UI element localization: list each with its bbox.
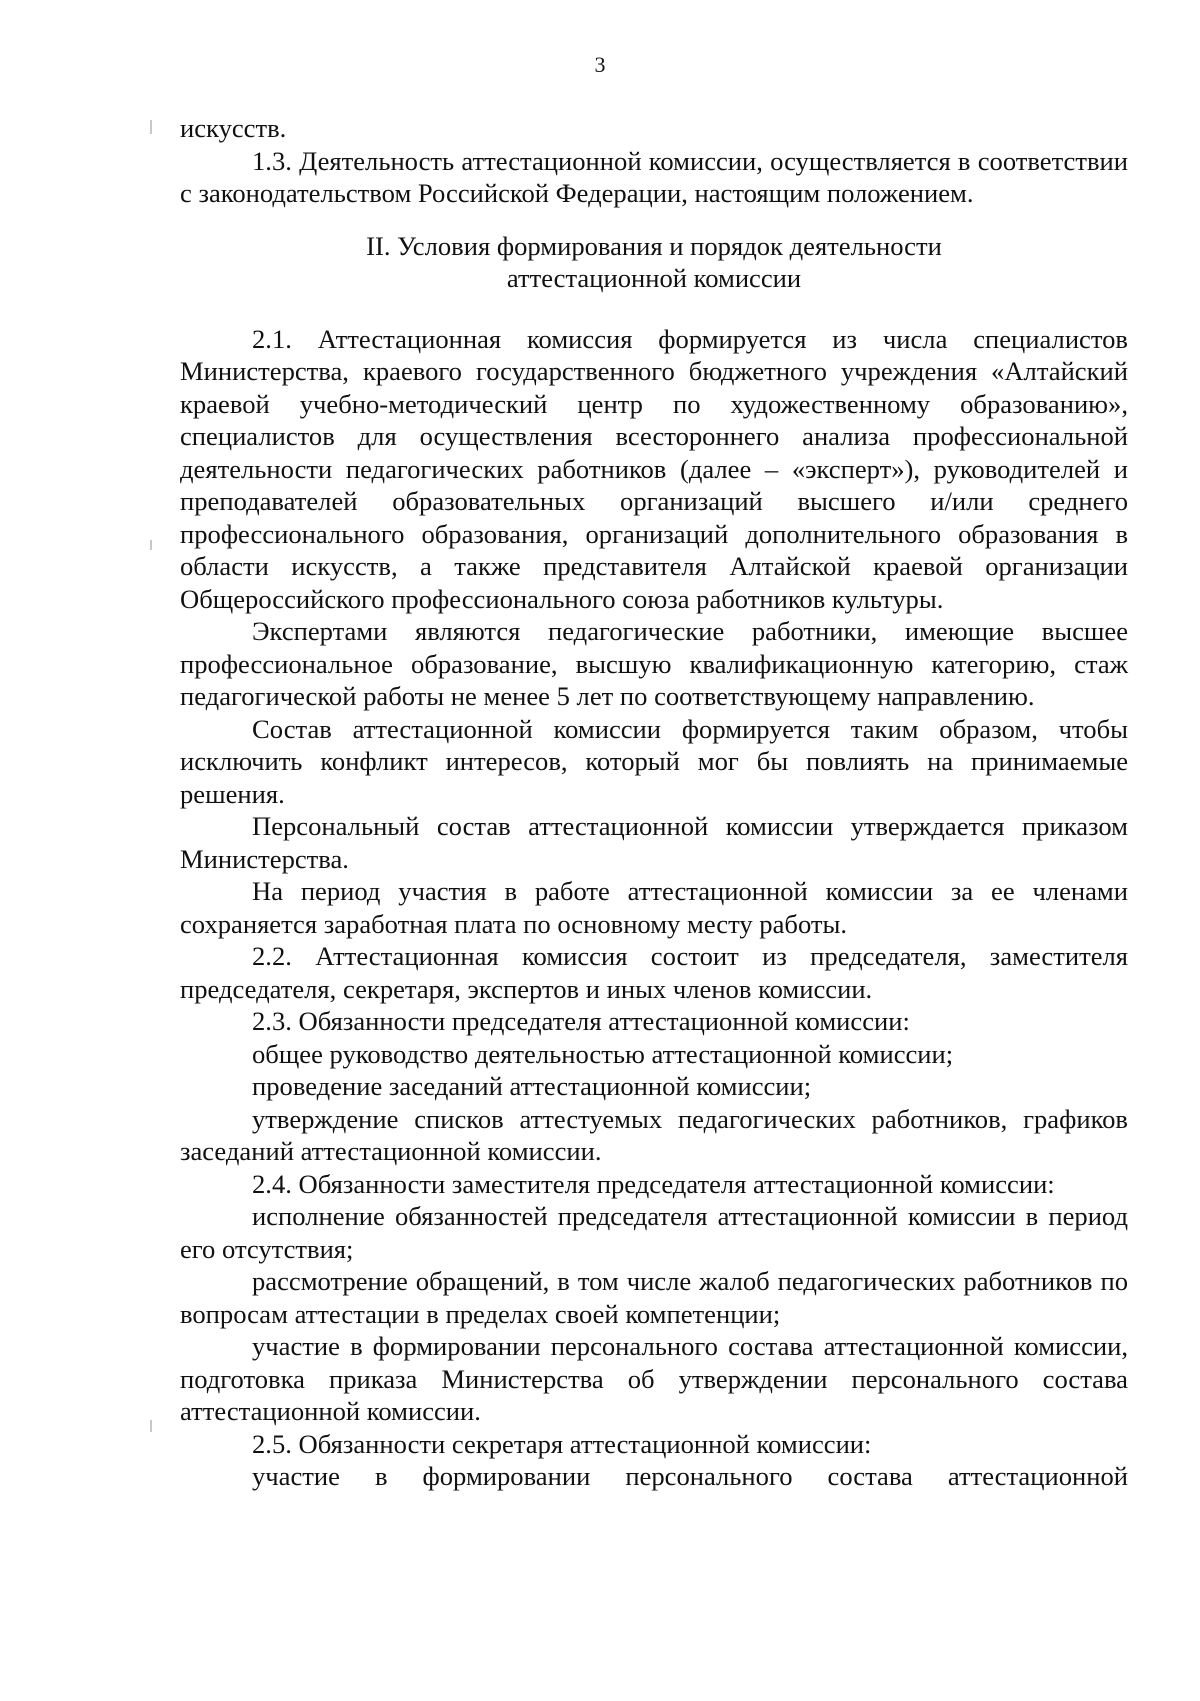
scan-artifact	[150, 120, 152, 134]
paragraph: 2.1. Аттестационная комиссия формируется из числа специалистов Министерства, краевого государственного бюджетного учреждения «Алтайский краевой учебно-методический центр по художественному образованию», специалистов для осуществления всестороннего анализа профессиональной деятельности педагогических работников (далее – «эксперт»), руководителей и преподавателей образовательных организаций высшего и/или среднего профессионального образования, организаций дополнительного образования в области искусств, а также представителя Алтайской краевой организации Общероссийского профессионального союза работников культуры.	[180, 323, 1128, 614]
document-body	[180, 112, 1128, 1493]
section-heading-line: аттестационной комиссии	[506, 263, 802, 293]
scan-artifact	[150, 1420, 152, 1432]
paragraph: 2.5. Обязанности секретаря аттестационной комиссии:	[252, 1428, 872, 1459]
page-number: 3	[594, 52, 606, 77]
list-item: исполнение обязанностей председателя аттестационной комиссии в период его отсутствия;	[180, 1201, 1128, 1264]
paragraph: 2.2. Аттестационная комиссия состоит из председателя, заместителя председателя, секретаря, экспертов и иных членов комиссии.	[180, 941, 1128, 1004]
paragraph: 1.3. Деятельность аттестационной комиссии, осуществляется в соответствии с законодательством Российской Федерации, настоящим положением.	[180, 145, 1128, 208]
list-item: утверждение списков аттестуемых педагогических работников, графиков заседаний аттестационной комиссии.	[180, 1103, 1128, 1166]
section-heading-line: II. Условия формирования и порядок деятельности	[366, 230, 942, 261]
list-item: рассмотрение обращений, в том числе жалоб педагогических работников по вопросам аттестации в пределах своей компетенции;	[180, 1266, 1128, 1329]
section-heading	[180, 230, 1128, 295]
paragraph: На период участия в работе аттестационной комиссии за ее членами сохраняется заработная плата по основному месту работы.	[180, 876, 1128, 939]
list-item: общее руководство деятельностью аттестационной комиссии;	[252, 1038, 954, 1069]
scan-artifact	[150, 540, 152, 550]
list-item: участие в формировании персонального состава аттестационной	[252, 1461, 1128, 1491]
list-item: проведение заседаний аттестационной комиссии;	[252, 1071, 812, 1101]
list-item: участие в формировании персонального состава аттестационной комиссии, подготовка приказа Министерства об утверждении персонального состава аттестационной комиссии.	[180, 1331, 1128, 1426]
paragraph: 2.3. Обязанности председателя аттестационной комиссии:	[252, 1006, 910, 1036]
paragraph: Персональный состав аттестационной комиссии утверждается приказом Министерства.	[180, 811, 1128, 874]
paragraph: Состав аттестационной комиссии формируется таким образом, чтобы исключить конфликт интересов, который мог бы повлиять на принимаемые решения.	[180, 713, 1128, 809]
paragraph: Экспертами являются педагогические работники, имеющие высшее профессиональное образование, высшую квалификационную категорию, стаж педагогической работы не менее 5 лет по соответствующему направлению.	[180, 616, 1128, 711]
paragraph: искусств.	[180, 113, 287, 143]
paragraph: 2.4. Обязанности заместителя председателя аттестационной комиссии:	[252, 1168, 1055, 1199]
